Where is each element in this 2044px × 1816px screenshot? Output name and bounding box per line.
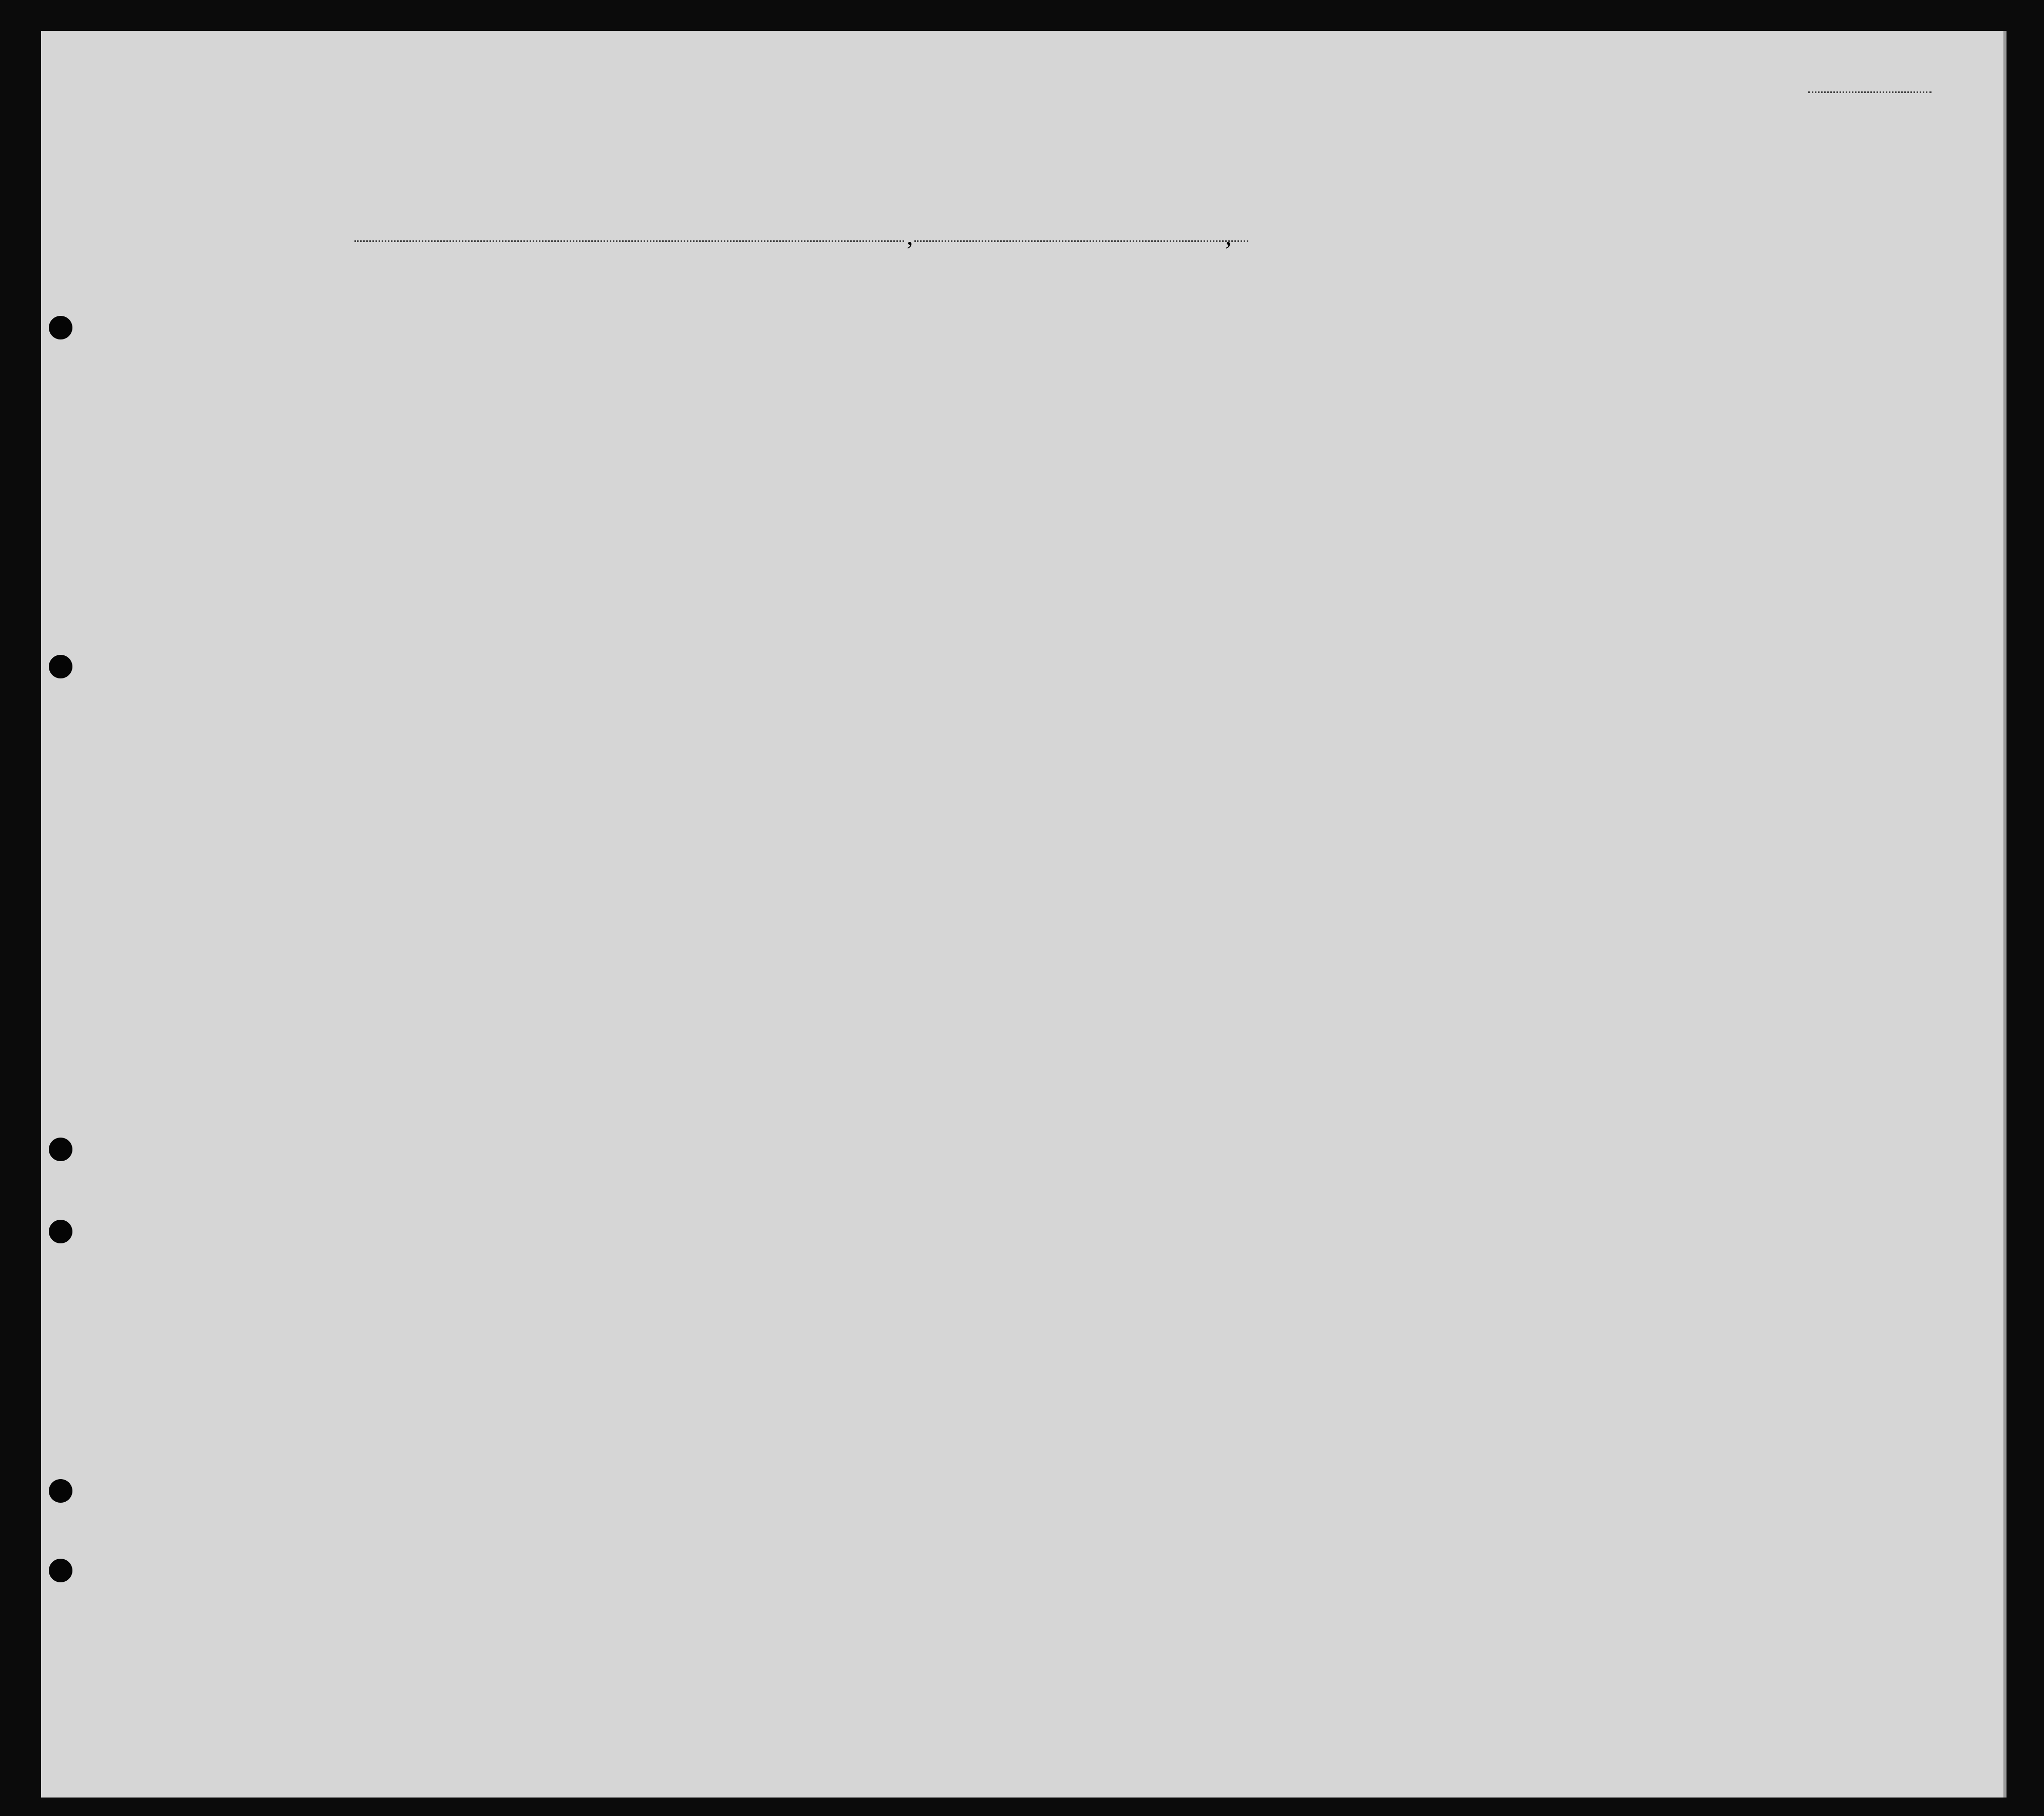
date-line	[914, 240, 1248, 242]
manifest-sheet: , ,	[41, 31, 2007, 1798]
header-inches	[1695, 421, 1705, 457]
binder-hole	[49, 1220, 72, 1243]
header-fifty-dollars	[757, 289, 774, 474]
binder-hole	[49, 655, 72, 678]
port-line	[354, 240, 904, 242]
header-length-of-stay	[1207, 334, 1243, 457]
header-feet	[1670, 421, 1680, 457]
header-overthrow	[1382, 339, 1428, 462]
list-number-line	[1808, 91, 1932, 93]
header-polygamist	[1340, 325, 1357, 448]
header-previously-deported	[1472, 331, 1503, 455]
header-ticket	[619, 289, 636, 474]
binder-hole	[49, 1479, 72, 1503]
binder-hole	[49, 1138, 72, 1161]
binder-hole	[49, 316, 72, 339]
header-intends-return	[1166, 334, 1202, 457]
header-become-citizen	[1256, 331, 1287, 455]
header-prison	[1289, 334, 1325, 457]
header-offer-of-labor	[1431, 334, 1467, 457]
binder-hole	[49, 1559, 72, 1582]
